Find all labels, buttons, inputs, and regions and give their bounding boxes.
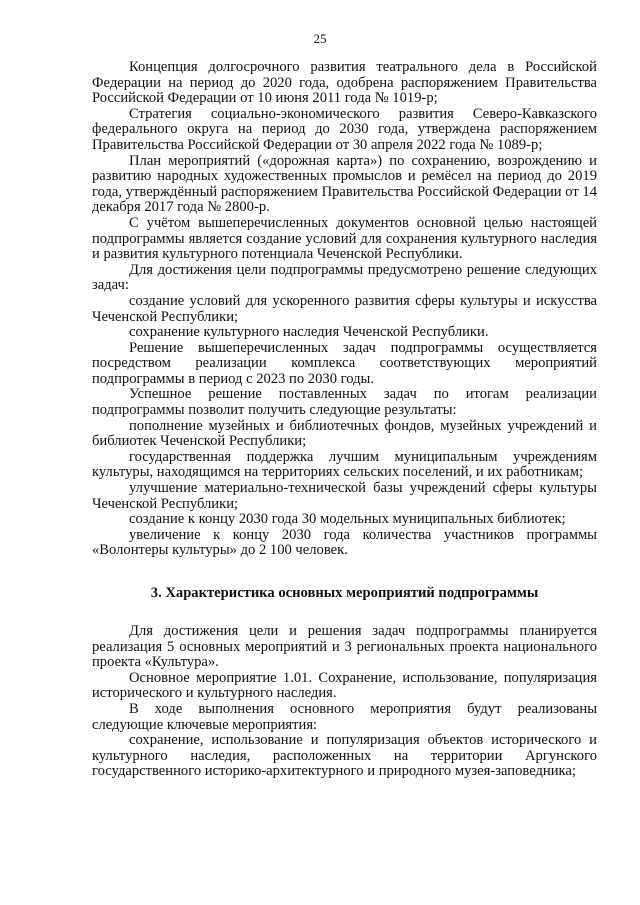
paragraph: Решение вышеперечисленных задач подпрограммы осуществляется посредством реализации комплекса соответствующих мероприятий подпрограммы в период с 2023 по 2030 годы. (92, 339, 597, 387)
paragraph: В ходе выполнения основного мероприятия будут реализованы следующие ключевые мероприятия: (92, 700, 597, 733)
paragraph: Для достижения цели и решения задач подпрограммы планируется реализация 5 основных мероприятий и 3 региональных проекта национального проекта «Культура». (92, 623, 597, 671)
paragraph: Успешное решение поставленных задач по итогам реализации подпрограммы позволит получить следующие результаты: (92, 386, 597, 419)
section-heading: 3. Характеристика основных мероприятий подпрограммы (150, 585, 539, 601)
list-item: создание к концу 2030 года 30 модельных муниципальных библиотек; (129, 511, 566, 528)
document-body (92, 60, 597, 780)
paragraph: Концепция долгосрочного развития театрального дела в Российской Федерации на период до 2020 года, одобрена распоряжением Правительства Российской Федерации от 10 июня 2011 года № 1019-р; (92, 59, 597, 107)
list-item: сохранение, использование и популяризация объектов исторического и культурного наследия, расположенных на территории Аргунского государственного историко-архитектурного и природного музея-заповедника; (92, 732, 597, 780)
paragraph: Основное мероприятие 1.01. Сохранение, использование, популяризация исторического и культурного наследия. (92, 669, 597, 702)
paragraph: План мероприятий («дорожная карта») по сохранению, возрождению и развитию народных художественных промыслов и ремёсел на период до 2019 года, утверждённый распоряжением Правительства Российской Федерации от 14 декабря 2017 года № 2800-р. (92, 152, 597, 216)
list-item: пополнение музейных и библиотечных фондов, музейных учреждений и библиотек Чеченской Республики; (92, 417, 597, 450)
paragraph: Для достижения цели подпрограммы предусмотрено решение следующих задач: (92, 261, 597, 294)
list-item: увеличение к концу 2030 года количества участников программы «Волонтеры культуры» до 2 100 человек. (92, 526, 597, 559)
page-number: 25 (313, 31, 327, 46)
paragraph: С учётом вышеперечисленных документов основной целью настоящей подпрограммы является создание условий для сохранения культурного наследия и развития культурного потенциала Чеченской Республики. (92, 214, 597, 263)
list-item: сохранение культурного наследия Чеченской Республики. (129, 324, 489, 341)
paragraph: Стратегия социально-экономического развития Северо-Кавказского федерального округа на период до 2030 года, утверждена распоряжением Правительства Российской Федерации от 30 апреля 2022 года № 1089-р; (92, 105, 597, 153)
list-item: улучшение материально-технической базы учреждений сферы культуры Чеченской Республики; (92, 480, 597, 512)
list-item: государственная поддержка лучшим муниципальным учреждениям культуры, находящимся на территориях сельских поселений, и их работникам; (92, 448, 597, 481)
list-item: создание условий для ускоренного развития сферы культуры и искусства Чеченской Республики; (92, 292, 597, 325)
